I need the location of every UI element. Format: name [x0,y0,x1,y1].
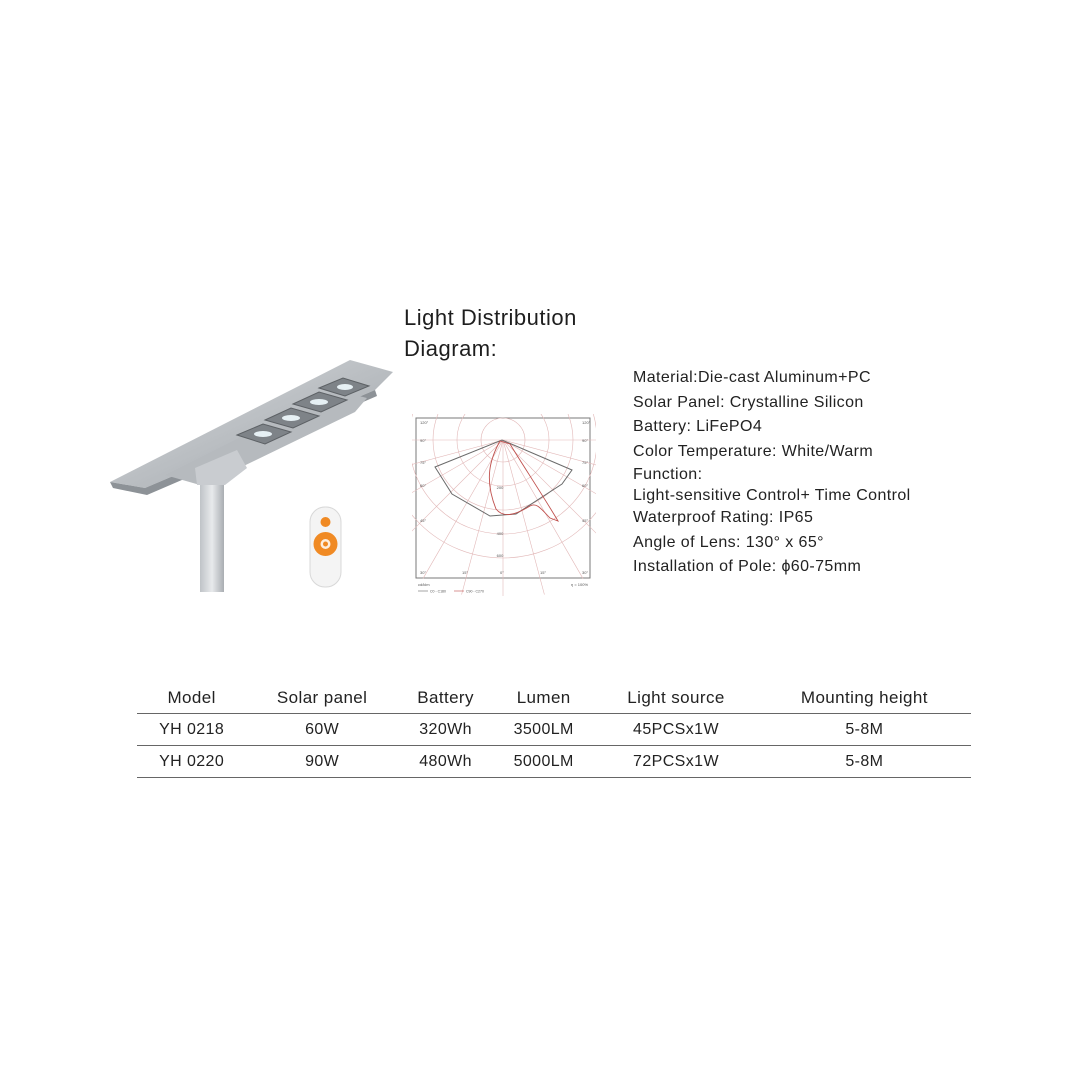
radial-label-200: 200 [496,485,504,490]
angle-label-left: 75° [420,460,427,465]
radial-label-600: 600 [496,553,504,558]
cell-model: YH 0220 [137,746,246,778]
spec-color-temperature: Color Temperature: White/Warm [633,442,874,460]
angle-label-right: 120° [582,420,591,425]
cell-solar-panel: 60W [246,714,398,746]
table-header-row [137,682,971,714]
header-model: Model [137,682,246,714]
cell-mounting-height: 5-8M [758,714,971,746]
light-distribution-diagram [412,414,596,596]
angle-label-right: 90° [582,438,589,443]
specifications-list [633,366,1053,580]
angle-label-left: 90° [420,438,427,443]
angle-label-right: 45° [582,518,589,523]
cell-mounting-height: 5-8M [758,746,971,778]
header-mounting-height: Mounting height [758,682,971,714]
angle-label-left: 15° [462,570,469,575]
cell-model: YH 0218 [137,714,246,746]
cell-light-source: 45PCSx1W [594,714,758,746]
cell-battery: 480Wh [398,746,493,778]
table-row [137,746,971,778]
spec-waterproof: Waterproof Rating: IP65 [633,509,814,526]
heading-line-2: Diagram: [404,336,498,361]
spec-pole-installation: Installation of Pole: ϕ60-75mm [633,558,862,575]
lamp-body [110,360,393,592]
angle-label-right: 30° [582,570,589,575]
header-light-source: Light source [594,682,758,714]
header-lumen: Lumen [493,682,594,714]
heading-line-1: Light Distribution [404,305,577,330]
angle-label-left: 0° [500,570,504,575]
table-row [137,714,971,746]
cell-light-source: 72PCSx1W [594,746,758,778]
legend-c0-c180: C0 - C180 [430,589,446,594]
radial-label-400: 400 [496,531,504,536]
spec-material: Material:Die-cast Aluminum+PC [633,369,871,386]
cell-lumen: 3500LM [493,714,594,746]
remote-control [310,507,341,587]
spec-battery: Battery: LiFePO4 [633,418,763,435]
angle-label-right: 75° [582,460,589,465]
angle-label-right: 15° [540,570,547,575]
model-spec-table [137,682,971,778]
cell-lumen: 5000LM [493,746,594,778]
light-distribution-heading [404,302,634,364]
header-battery: Battery [398,682,493,714]
angle-label-left: 30° [420,570,427,575]
solar-street-light-image [105,350,395,595]
angle-label-right: 60° [582,483,589,488]
angle-label-left: 60° [420,483,427,488]
spec-function-value: Light-sensitive Control+ Time Control [633,487,911,504]
cell-solar-panel: 90W [246,746,398,778]
angle-label-left: 120° [420,420,429,425]
spec-solar-panel: Solar Panel: Crystalline Silicon [633,393,864,411]
spec-lens-angle: Angle of Lens: 130° x 65° [633,533,824,551]
diagram-efficiency: η = 100% [570,582,588,587]
diagram-unit: cd/klm [418,582,430,587]
spec-function-label: Function: [633,466,703,483]
cell-battery: 320Wh [398,714,493,746]
header-solar-panel: Solar panel [246,682,398,714]
angle-label-left: 45° [420,518,427,523]
legend-c90-c270: C90 - C270 [466,589,484,594]
